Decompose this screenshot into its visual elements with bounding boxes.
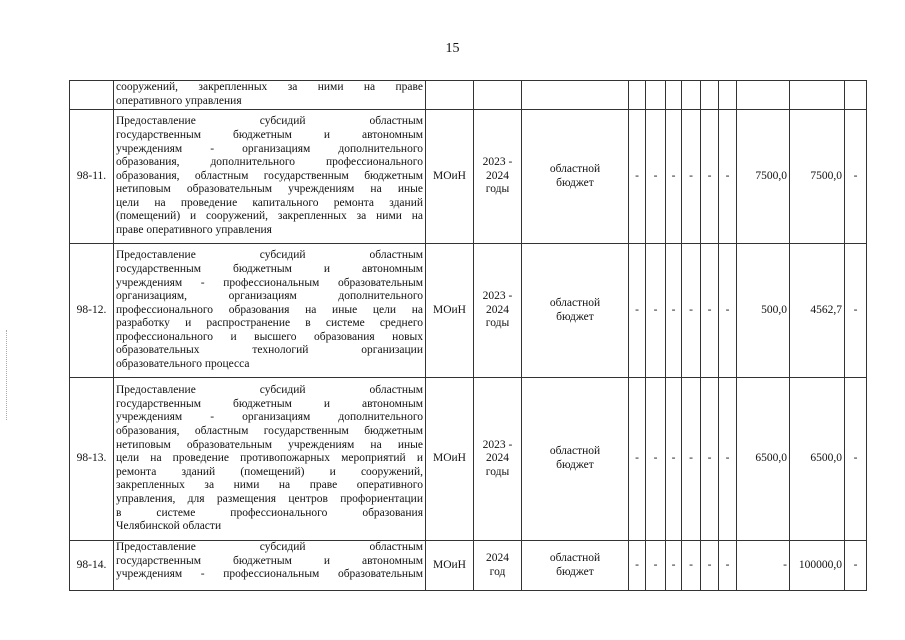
year-amount-cell — [682, 81, 701, 110]
year-amount-cell — [629, 81, 646, 110]
year-amount-cell: - — [646, 378, 666, 541]
amount-2023-cell: 6500,0 — [737, 378, 790, 541]
measure-number-cell: 98-13. — [70, 378, 114, 541]
description-line: цели на проведение противопожарных мероприятий и — [116, 452, 423, 465]
scan-margin-marks — [6, 330, 9, 420]
description-line: сооружений, закрепленных за ними на праве — [116, 81, 423, 94]
description-line: нетиповым образовательным учреждениям на иные — [116, 183, 423, 196]
description-line: государственным бюджетным и автономным — [116, 554, 423, 567]
year-amount-cell: - — [701, 541, 719, 591]
year-amount-cell: - — [719, 244, 737, 378]
year-amount-cell: - — [666, 541, 682, 591]
funding-source-cell — [522, 81, 629, 110]
measure-description-cell — [114, 378, 426, 541]
measure-description-cell — [114, 541, 426, 591]
year-amount-cell — [719, 81, 737, 110]
description-line: оперативного управления — [116, 95, 242, 107]
funding-source-line: бюджет — [556, 459, 594, 471]
description-line: государственным бюджетным и автономным — [116, 262, 423, 275]
table-row — [70, 244, 867, 378]
description-line: (помещений) и сооружений, закрепленных за ними на — [116, 210, 423, 223]
year-amount-cell: - — [719, 110, 737, 244]
description-line: в системе профессионального образования — [116, 506, 423, 519]
responsible-org-cell: МОиН — [426, 541, 474, 591]
table-row — [70, 541, 867, 591]
description-line: образования, дополнительного профессионального — [116, 156, 423, 169]
year-amount-cell: - — [719, 378, 737, 541]
description-line: государственным бюджетным и автономным — [116, 397, 423, 410]
year-amount-cell: - — [646, 244, 666, 378]
period-cell — [474, 378, 522, 541]
funding-source-cell — [522, 541, 629, 591]
year-amount-cell: - — [646, 110, 666, 244]
amount-2025-cell: - — [845, 244, 867, 378]
description-line: учреждениям - профессиональным образовательным — [116, 568, 423, 581]
funding-source-line: бюджет — [556, 565, 594, 578]
year-amount-cell — [666, 81, 682, 110]
description-line: образовательных технологий организации — [116, 344, 423, 357]
amount-2024-cell: 6500,0 — [790, 378, 845, 541]
description-line: Челябинской области — [116, 520, 222, 533]
description-line: ремонта зданий (помещений) и сооружений, — [116, 465, 423, 478]
year-amount-cell: - — [719, 541, 737, 591]
measure-number-cell: 98-14. — [70, 541, 114, 591]
amount-2023-cell: - — [737, 541, 790, 591]
program-measures-table — [69, 80, 867, 591]
year-amount-cell: - — [682, 378, 701, 541]
amount-2024-cell: 7500,0 — [790, 110, 845, 244]
measure-description-cell — [114, 244, 426, 378]
responsible-org-cell: МОиН — [426, 110, 474, 244]
funding-source-line: областной — [549, 162, 601, 175]
responsible-org-cell: МОиН — [426, 378, 474, 541]
funding-source-cell — [522, 110, 629, 244]
period-line: годы — [485, 465, 510, 478]
year-amount-cell: - — [629, 378, 646, 541]
period-line: 2024 — [486, 551, 509, 564]
period-line: 2024 — [486, 452, 509, 465]
description-line: цели на проведение капитального ремонта зданий — [116, 196, 423, 209]
year-amount-cell: - — [682, 110, 701, 244]
description-line: нетиповым образовательным учреждениям на иные — [116, 438, 423, 451]
measure-description-cell — [114, 81, 426, 110]
amount-2023-cell — [737, 81, 790, 110]
funding-source-line: областной — [549, 296, 601, 309]
description-line: Предоставление субсидий областным — [116, 384, 423, 397]
funding-source-cell — [522, 378, 629, 541]
amount-2023-cell: 7500,0 — [737, 110, 790, 244]
amount-2025-cell: - — [845, 541, 867, 591]
description-line: разработку и распространение в системе среднего — [116, 317, 423, 330]
year-amount-cell — [701, 81, 719, 110]
period-line: годы — [485, 183, 510, 196]
year-amount-cell: - — [701, 110, 719, 244]
period-cell — [474, 110, 522, 244]
period-line: годы — [485, 317, 510, 330]
funding-source-line: областной — [549, 551, 601, 564]
period-cell — [474, 81, 522, 110]
amount-2024-cell: 4562,7 — [790, 244, 845, 378]
period-line: 2023 - — [482, 156, 513, 169]
period-cell — [474, 541, 522, 591]
year-amount-cell: - — [701, 378, 719, 541]
table-row — [70, 110, 867, 244]
description-line: образования, областным государственным бюджетным — [116, 169, 423, 182]
description-line: профессионального образования на иные цели на — [116, 303, 423, 316]
description-line: учреждениям - профессиональным образовательным — [116, 276, 423, 289]
year-amount-cell — [646, 81, 666, 110]
amount-2024-cell: 100000,0 — [790, 541, 845, 591]
responsible-org-cell: МОиН — [426, 244, 474, 378]
year-amount-cell: - — [629, 541, 646, 591]
period-line: 2024 — [486, 169, 509, 182]
amount-2025-cell — [845, 81, 867, 110]
responsible-org-cell — [426, 81, 474, 110]
description-line: Предоставление субсидий областным — [116, 249, 423, 262]
funding-source-line: бюджет — [556, 176, 594, 189]
year-amount-cell: - — [629, 110, 646, 244]
measure-number-cell: 98-11. — [70, 110, 114, 244]
measure-number-cell — [70, 81, 114, 110]
period-line: год — [489, 565, 506, 578]
description-line: профессионального и высшего образования новых — [116, 330, 423, 343]
description-line: управления, для размещения центров профориентации — [116, 492, 423, 505]
amount-2024-cell — [790, 81, 845, 110]
year-amount-cell: - — [666, 244, 682, 378]
description-line: государственным бюджетным и автономным — [116, 128, 423, 141]
description-line: праве оперативного управления — [116, 224, 272, 237]
funding-source-cell — [522, 244, 629, 378]
period-line: 2024 — [486, 303, 509, 316]
description-line: учреждениям - организациям дополнительного — [116, 411, 423, 424]
description-line: закрепленных за ними на праве оперативного — [116, 479, 423, 492]
year-amount-cell: - — [682, 244, 701, 378]
description-line: образования, областным государственным бюджетным — [116, 425, 423, 438]
table-row — [70, 81, 867, 110]
funding-source-line: областной — [549, 445, 601, 458]
year-amount-cell: - — [701, 244, 719, 378]
period-cell — [474, 244, 522, 378]
amount-2025-cell: - — [845, 378, 867, 541]
measure-number-cell: 98-12. — [70, 244, 114, 378]
year-amount-cell: - — [666, 378, 682, 541]
amount-2023-cell: 500,0 — [737, 244, 790, 378]
description-line: образовательного процесса — [116, 358, 250, 371]
year-amount-cell: - — [646, 541, 666, 591]
description-line: Предоставление субсидий областным — [116, 115, 423, 128]
page-number: 15 — [445, 41, 460, 56]
funding-source-line: бюджет — [556, 310, 594, 323]
period-line: 2023 - — [482, 438, 513, 451]
year-amount-cell: - — [666, 110, 682, 244]
measure-description-cell — [114, 110, 426, 244]
amount-2025-cell: - — [845, 110, 867, 244]
description-line: организациям, организациям дополнительного — [116, 290, 423, 303]
table-row — [70, 378, 867, 541]
year-amount-cell: - — [682, 541, 701, 591]
period-line: 2023 - — [482, 290, 513, 303]
description-line: Предоставление субсидий областным — [116, 541, 423, 553]
year-amount-cell: - — [629, 244, 646, 378]
description-line: учреждениям - организациям дополнительного — [116, 142, 423, 155]
